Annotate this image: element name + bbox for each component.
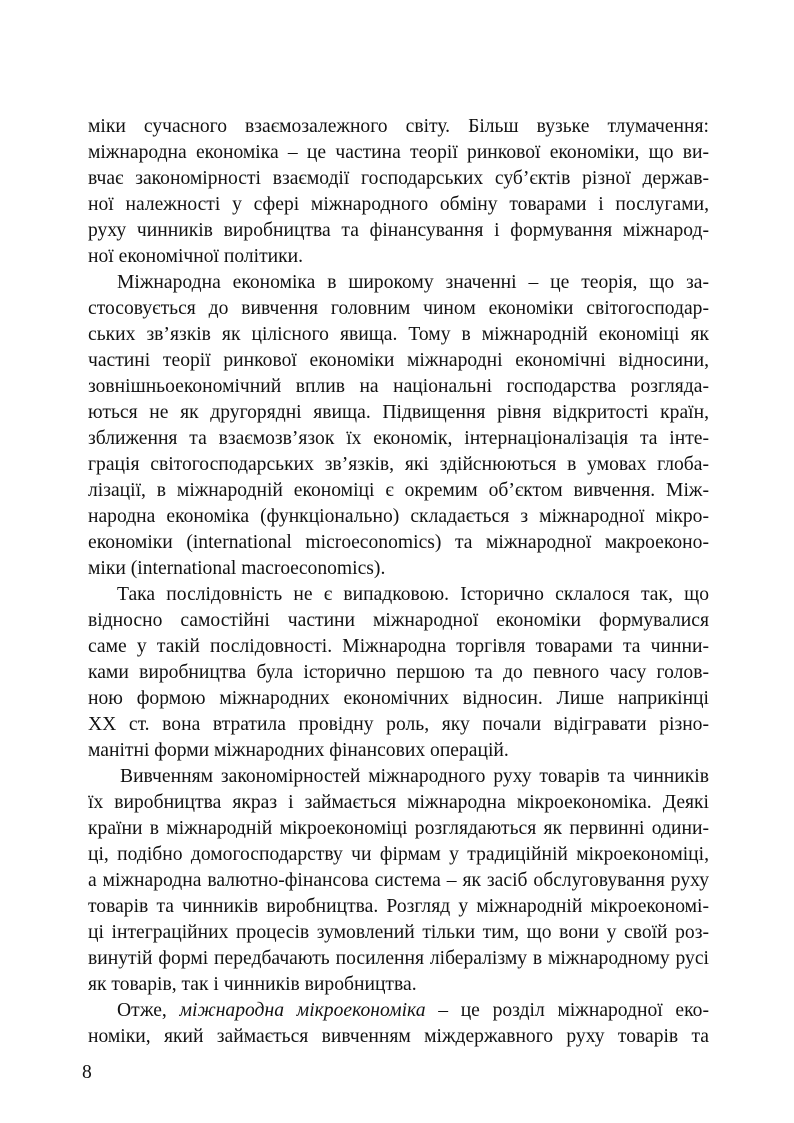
text-line: номіки, який займається вивченням міждержавного руху товарів та <box>88 1026 709 1047</box>
text-line: народна економіка (функціонально) складається з міжнародної мікро- <box>88 506 709 527</box>
text-line: зближення та взаємозв’язок їх економік, інтернаціоналізація та інте- <box>88 428 709 449</box>
text-line: манітні форми міжнародних фінансових операцій. <box>88 740 509 761</box>
text-line: вчає закономірності взаємодії господарських суб’єктів різної держав- <box>88 168 709 189</box>
text-line: відносно самостійні частини міжнародної економіки формувалися <box>88 610 709 631</box>
text-line: міки сучасного взаємозалежного світу. Більш вузьке тлумачення: <box>88 116 709 137</box>
text-line: саме у такій послідовності. Міжнародна торгівля товарами та чинни- <box>88 636 709 657</box>
text-line: ХХ ст. вона втратила провідну роль, яку почали відігравати різно- <box>88 714 709 735</box>
text-line: міки (international macroeconomics). <box>88 558 386 579</box>
text-line: Вивченням закономірностей міжнародного руху товарів та чинників <box>120 766 709 787</box>
text-line: ських зв’язків як цілісного явища. Тому в міжнародній економіці як <box>88 324 709 345</box>
text-line: ці інтеграційних процесів зумовлений тільки тим, що вони у своїй роз- <box>88 922 709 943</box>
text-line: винутій формі передбачають посилення лібералізму в міжнародному русі <box>88 948 709 969</box>
text-line: ної належності у сфері міжнародного обміну товарами і послугами, <box>88 194 709 215</box>
text-line: частині теорії ринкової економіки міжнародні економічні відносини, <box>88 350 709 371</box>
definition-rest: – це розділ міжнародної еко- <box>425 1000 709 1021</box>
text-line: руху чинників виробництва та фінансування і формування міжнарод- <box>88 220 709 241</box>
text-line: економіки (international microeconomics) та міжнародної макроеконо- <box>88 532 709 553</box>
page-number: 8 <box>82 1062 92 1083</box>
italic-term: міжнародна мікроекономіка <box>179 1000 426 1021</box>
text-line: Така послідовність не є випадковою. Історично склалося так, що <box>117 584 709 605</box>
text-line: Міжнародна економіка в широкому значенні – це теорія, що за- <box>117 272 709 293</box>
text-line: їх виробництва якраз і займається міжнародна мікроекономіка. Деякі <box>88 792 709 813</box>
definition-lead: Отже, <box>117 1000 180 1021</box>
text-line: стосовується до вивчення головним чином економіки світогосподар- <box>88 298 709 319</box>
text-line: як товарів, так і чинників виробництва. <box>88 974 417 995</box>
text-line: а міжнародна валютно-фінансова система – як засіб обслуговування руху <box>88 870 709 891</box>
text-line: ються не як другорядні явища. Підвищення рівня відкритості країн, <box>88 402 709 423</box>
text-line: товарів та чинників виробництва. Розгляд у міжнародній мікроекономі- <box>88 896 709 917</box>
text-line: лізації, в міжнародній економіці є окремим об’єктом вивчення. Між- <box>88 480 709 501</box>
text-line: ками виробництва була історично першою та до певного часу голов- <box>88 662 709 683</box>
text-line: ної економічної політики. <box>88 246 304 267</box>
text-line: міжнародна економіка – це частина теорії ринкової економіки, що ви- <box>88 142 709 163</box>
text-line: країни в міжнародній мікроекономіці розглядаються як первинні одини- <box>88 818 709 839</box>
definition-line <box>117 998 709 1024</box>
text-line: ною формою міжнародних економічних відносин. Лише наприкінці <box>88 688 709 709</box>
text-line: ці, подібно домогосподарству чи фірмам у традиційній мікроекономіці, <box>88 844 709 865</box>
text-line: зовнішньоекономічний вплив на національні господарства розгляда- <box>88 376 709 397</box>
text-line: грація світогосподарських зв’язків, які здійснюються в умовах глоба- <box>88 454 709 475</box>
